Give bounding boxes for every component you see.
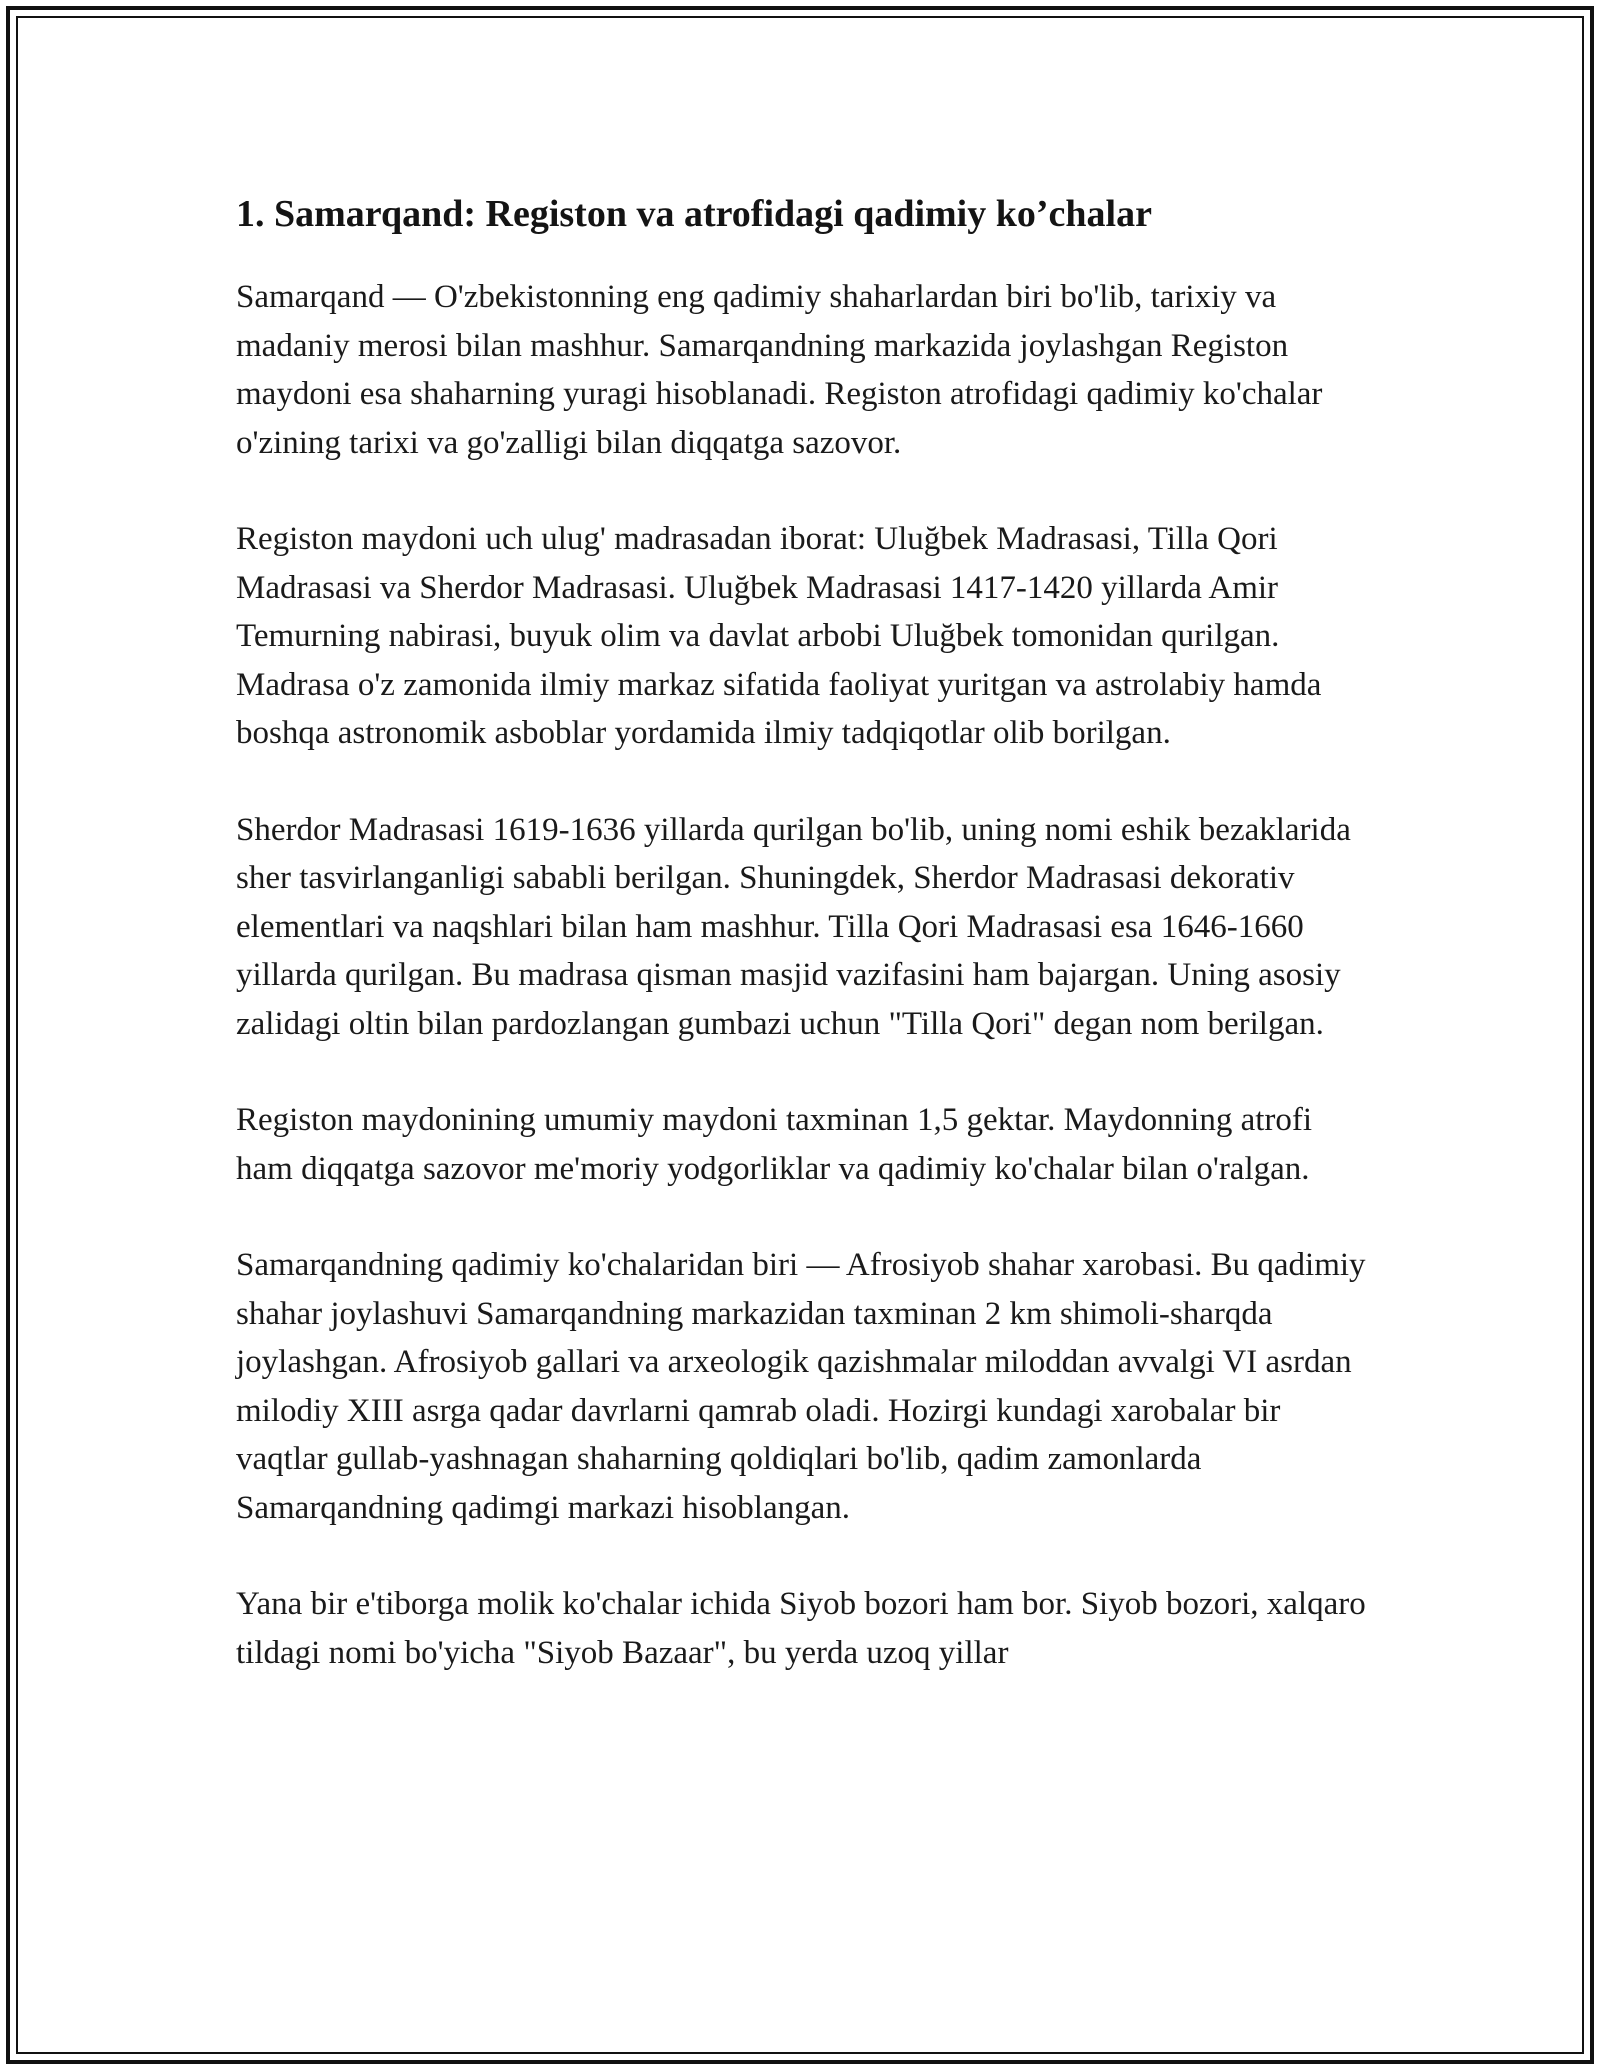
section-heading: 1. Samarqand: Registon va atrofidagi qadimiy ko’chalar: [236, 193, 1152, 235]
document-body: [236, 186, 1376, 1677]
paragraph-afrosiyob: Samarqandning qadimiy ko'chalaridan biri — Afrosiyob shahar xarobasi. Bu qadimiy shahar joylashuvi Samarqandning markazidan taxminan 2 km shimoli-sharqda joylashgan. Afrosiyob gallari va arxeologik qazishmalar miloddan avvalgi VI asrdan milodiy XIII asrga qadar davrlarni qamrab oladi. Hozirgi kundagi xarobalar bir vaqtlar gullab-yashnagan shaharning qoldiqlari bo'lib, qadim zamonlarda Samarqandning qadimgi markazi hisoblangan.: [236, 1247, 1366, 1526]
paragraph-intro: Samarqand — O'zbekistonning eng qadimiy shaharlardan biri bo'lib, tarixiy va madaniy merosi bilan mashhur. Samarqandning markazida joylashgan Registon maydoni esa shaharning yuragi hisoblanadi. Registon atrofidagi qadimiy ko'chalar o'zining tarixi va go'zalligi bilan diqqatga sazovor.: [236, 279, 1323, 461]
paragraph-sherdor-tilla-qori: Sherdor Madrasasi 1619-1636 yillarda qurilgan bo'lib, uning nomi eshik bezaklarida sher tasvirlanganligi sababli berilgan. Shuningdek, Sherdor Madrasasi dekorativ elementlari va naqshlari bilan ham mashhur. Tilla Qori Madrasasi esa 1646-1660 yillarda qurilgan. Bu madrasa qisman masjid vazifasini ham bajargan. Uning asosiy zalidagi oltin bilan pardozlangan gumbazi uchun "Tilla Qori" degan nom berilgan.: [236, 811, 1351, 1042]
paragraph-registon-area: Registon maydonining umumiy maydoni taxminan 1,5 gektar. Maydonning atrofi ham diqqatga sazovor me'moriy yodgorliklar va qadimiy ko'chalar bilan o'ralgan.: [236, 1102, 1313, 1187]
paragraph-registon-madrasas: Registon maydoni uch ulug' madrasadan iborat: Uluğbek Madrasasi, Tilla Qori Madrasasi va Sherdor Madrasasi. Uluğbek Madrasasi 1417-1420 yillarda Amir Temurning nabirasi, buyuk olim va davlat arbobi Uluğbek tomonidan qurilgan. Madrasa o'z zamonida ilmiy markaz sifatida faoliyat yuritgan va astrolabiy hamda boshqa astronomik asboblar yordamida ilmiy tadqiqotlar olib borilgan.: [236, 521, 1322, 751]
paragraph-siyob-bazaar: Yana bir e'tiborga molik ko'chalar ichida Siyob bozori ham bor. Siyob bozori, xalqaro tildagi nomi bo'yicha "Siyob Bazaar", bu yerda uzoq yillar: [236, 1586, 1366, 1671]
